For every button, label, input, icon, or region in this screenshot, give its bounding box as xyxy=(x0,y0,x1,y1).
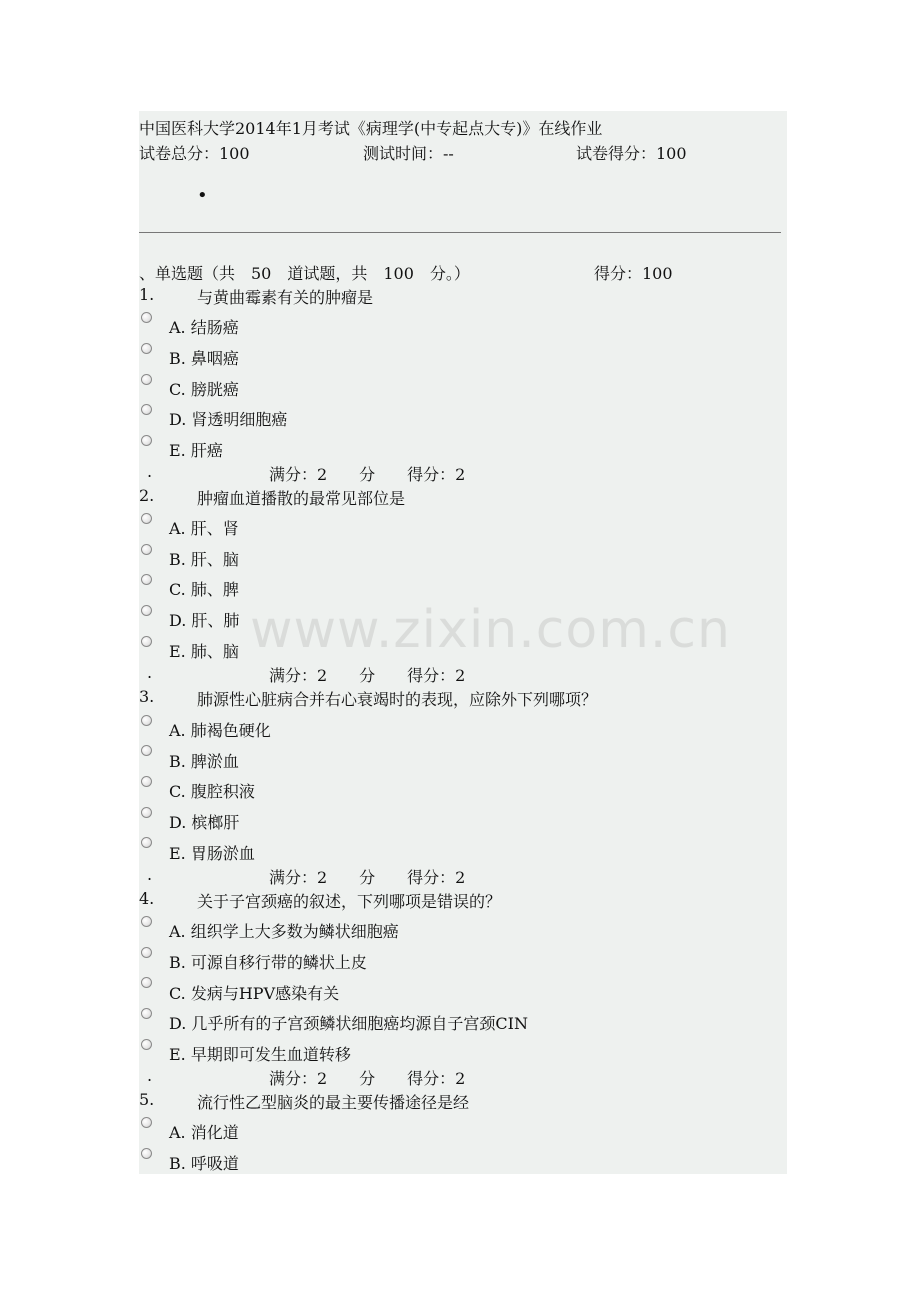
radio-button[interactable] xyxy=(141,312,152,323)
radio-button[interactable] xyxy=(141,837,152,848)
option-label: B. 脾淤血 xyxy=(169,752,239,771)
radio-button[interactable] xyxy=(141,1148,152,1159)
radio-button[interactable] xyxy=(141,374,152,385)
exam-title: 中国医科大学2014年1月考试《病理学(中专起点大专)》在线作业 xyxy=(139,119,603,138)
radio-button[interactable] xyxy=(141,343,152,354)
question-text: 与黄曲霉素有关的肿瘤是 xyxy=(197,288,374,307)
score-marker: . xyxy=(147,865,153,884)
score-marker: . xyxy=(147,462,153,481)
question-score: 满分：2 分 得分：2 xyxy=(269,1069,466,1088)
radio-button[interactable] xyxy=(141,574,152,585)
question-number: 1. xyxy=(139,285,155,304)
question-number: 5. xyxy=(139,1090,155,1109)
divider xyxy=(139,232,781,233)
score-marker: . xyxy=(147,663,153,682)
question-number: 4. xyxy=(139,889,155,908)
test-time: 测试时间：-- xyxy=(363,144,454,163)
option-label: D. 槟榔肝 xyxy=(169,813,240,832)
option-label: E. 肺、脑 xyxy=(169,642,239,661)
option-label: C. 发病与HPV感染有关 xyxy=(169,984,340,1003)
option-label: B. 鼻咽癌 xyxy=(169,349,239,368)
question-number: 3. xyxy=(139,687,155,706)
paper-score: 试卷得分：100 xyxy=(576,144,687,163)
question-number: 2. xyxy=(139,486,155,505)
radio-button[interactable] xyxy=(141,1039,152,1050)
option-label: E. 胃肠淤血 xyxy=(169,844,255,863)
option-label: E. 早期即可发生血道转移 xyxy=(169,1045,351,1064)
question-text: 肿瘤血道播散的最常见部位是 xyxy=(197,489,406,508)
radio-button[interactable] xyxy=(141,715,152,726)
option-label: B. 呼吸道 xyxy=(169,1154,239,1173)
radio-button[interactable] xyxy=(141,513,152,524)
option-label: A. 肺褐色硬化 xyxy=(169,721,271,740)
option-label: B. 肝、脑 xyxy=(169,550,239,569)
exam-panel xyxy=(139,111,787,1174)
option-label: A. 消化道 xyxy=(169,1123,239,1142)
question-score: 满分：2 分 得分：2 xyxy=(269,868,466,887)
question-text: 肺源性心脏病合并右心衰竭时的表现，应除外下列哪项？ xyxy=(197,690,598,709)
radio-button[interactable] xyxy=(141,745,152,756)
option-label: E. 肝癌 xyxy=(169,441,223,460)
radio-button[interactable] xyxy=(141,1008,152,1019)
radio-button[interactable] xyxy=(141,776,152,787)
option-label: A. 肝、肾 xyxy=(169,519,239,538)
option-label: A. 组织学上大多数为鳞状细胞癌 xyxy=(169,922,399,941)
radio-button[interactable] xyxy=(141,916,152,927)
question-score: 满分：2 分 得分：2 xyxy=(269,465,466,484)
radio-button[interactable] xyxy=(141,404,152,415)
question-score: 满分：2 分 得分：2 xyxy=(269,666,466,685)
score-marker: . xyxy=(147,1066,153,1085)
question-text: 关于子宫颈癌的叙述，下列哪项是错误的？ xyxy=(197,892,502,911)
radio-button[interactable] xyxy=(141,544,152,555)
radio-button[interactable] xyxy=(141,636,152,647)
radio-button[interactable] xyxy=(141,435,152,446)
bullet-marker: • xyxy=(197,185,208,206)
radio-button[interactable] xyxy=(141,807,152,818)
section-label: 、单选题（共 50 道试题，共 100 分。） xyxy=(139,264,470,283)
question-text: 流行性乙型脑炎的最主要传播途径是经 xyxy=(197,1093,470,1112)
section-score: 得分：100 xyxy=(594,264,673,283)
option-label: D. 肝、肺 xyxy=(169,611,240,630)
radio-button[interactable] xyxy=(141,947,152,958)
radio-button[interactable] xyxy=(141,1117,152,1128)
option-label: A. 结肠癌 xyxy=(169,318,239,337)
watermark: www.zixin.com.cn xyxy=(250,600,731,660)
option-label: D. 肾透明细胞癌 xyxy=(169,410,288,429)
option-label: C. 膀胱癌 xyxy=(169,380,239,399)
total-score: 试卷总分：100 xyxy=(139,144,250,163)
option-label: B. 可源自移行带的鳞状上皮 xyxy=(169,953,367,972)
option-label: C. 腹腔积液 xyxy=(169,782,255,801)
option-label: C. 肺、脾 xyxy=(169,580,239,599)
option-label: D. 几乎所有的子宫颈鳞状细胞癌均源自子宫颈CIN xyxy=(169,1014,528,1033)
radio-button[interactable] xyxy=(141,605,152,616)
radio-button[interactable] xyxy=(141,977,152,988)
